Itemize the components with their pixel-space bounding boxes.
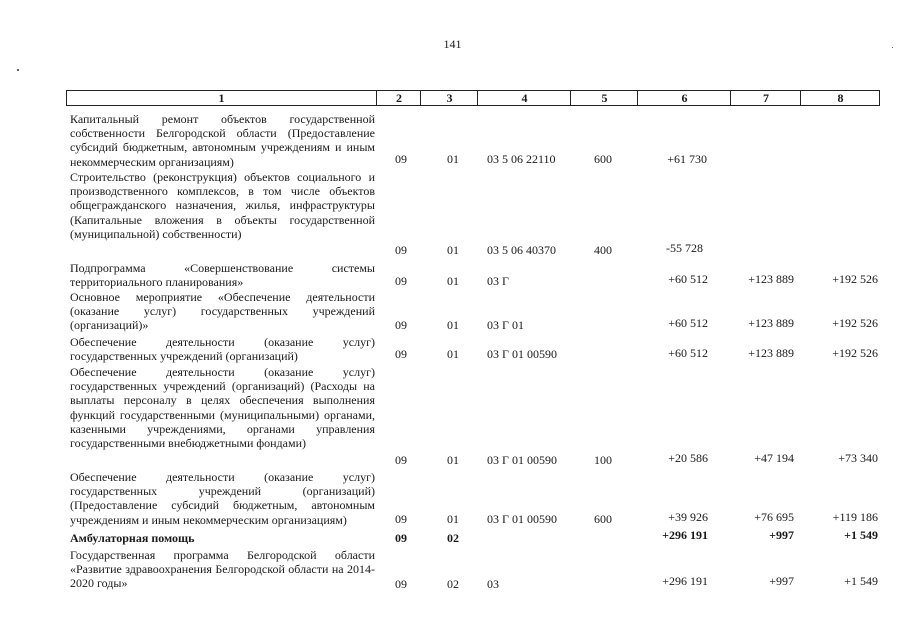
header-col-6: 6 <box>637 91 731 105</box>
cell-amount-col7: +123 889 <box>748 346 794 360</box>
cell-section: 09 <box>395 453 407 467</box>
cell-amount-col7: +76 695 <box>754 510 794 524</box>
cell-amount-col6: -55 728 <box>666 241 703 255</box>
cell-section: 09 <box>395 577 407 591</box>
cell-amount-col7: +997 <box>769 574 794 588</box>
cell-target-article: 03 Г <box>487 274 509 288</box>
cell-expense-type: 100 <box>594 453 612 467</box>
cell-amount-col6: +60 512 <box>668 316 708 330</box>
header-col-4: 4 <box>477 91 571 105</box>
cell-section: 09 <box>395 152 407 166</box>
table-row-description: Обеспечение деятельности (оказание услуг) государственных учреждений (организаций) (Предоставление субсидий бюджетным, автономным учреждениям и иным некоммерческим организациям) <box>70 470 375 527</box>
cell-target-article: 03 Г 01 00590 <box>487 453 557 467</box>
header-col-1: 1 <box>218 91 225 105</box>
cell-subsection: 01 <box>447 152 459 166</box>
cell-amount-col8: +1 549 <box>844 528 878 542</box>
cell-expense-type: 400 <box>594 243 612 257</box>
scan-speck <box>17 69 19 71</box>
cell-amount-col8: +73 340 <box>838 451 878 465</box>
cell-subsection: 01 <box>447 243 459 257</box>
cell-section: 09 <box>395 274 407 288</box>
cell-subsection: 01 <box>447 274 459 288</box>
cell-section: 09 <box>395 318 407 332</box>
header-col-8: 8 <box>800 91 880 105</box>
cell-subsection: 01 <box>447 318 459 332</box>
cell-amount-col7: +123 889 <box>748 316 794 330</box>
header-col-3: 3 <box>420 91 478 105</box>
cell-section: 09 <box>395 243 407 257</box>
table-row-description: Основное мероприятие «Обеспечение деятельности (оказание услуг) государственных учреждений (организаций)» <box>70 290 375 333</box>
cell-subsection: 01 <box>447 512 459 526</box>
cell-section: 09 <box>395 512 407 526</box>
cell-amount-col6: +20 586 <box>668 451 708 465</box>
cell-amount-col7: +47 194 <box>754 451 794 465</box>
table-row-description: Подпрограмма «Совершенствование системы территориального планирования» <box>70 261 375 290</box>
cell-amount-col8: +192 526 <box>832 272 878 286</box>
table-header-row <box>66 90 880 106</box>
header-col-2: 2 <box>376 91 421 105</box>
scan-speck <box>892 47 893 48</box>
cell-subsection: 01 <box>447 453 459 467</box>
cell-expense-type: 600 <box>594 512 612 526</box>
table-row-description: Строительство (реконструкция) объектов социального и производственного комплексов, в том числе объектов общегражданского назначения, жилья, инфраструктуры (Капитальные вложения в объекты государственной (муниципальной) собственности) <box>70 170 375 241</box>
cell-amount-col8: +119 186 <box>832 510 878 524</box>
cell-amount-col8: +192 526 <box>832 346 878 360</box>
cell-subsection: 01 <box>447 347 459 361</box>
cell-amount-col6: +39 926 <box>668 510 708 524</box>
cell-amount-col6: +296 191 <box>662 574 708 588</box>
table-row-description: Амбулаторная помощь <box>70 531 195 545</box>
cell-target-article: 03 Г 01 00590 <box>487 512 557 526</box>
cell-amount-col8: +192 526 <box>832 316 878 330</box>
cell-target-article: 03 Г 01 <box>487 318 524 332</box>
cell-section: 09 <box>395 531 407 545</box>
cell-amount-col8: +1 549 <box>844 574 878 588</box>
cell-amount-col6: +60 512 <box>668 346 708 360</box>
cell-target-article: 03 5 06 40370 <box>487 243 556 257</box>
cell-subsection: 02 <box>447 531 459 545</box>
table-row-description: Обеспечение деятельности (оказание услуг) государственных учреждений (организаций) <box>70 335 375 364</box>
cell-amount-col6: +296 191 <box>662 528 708 542</box>
table-row-description: Государственная программа Белгородской области «Развитие здравоохранения Белгородской области на 2014-2020 годы» <box>70 548 375 591</box>
cell-expense-type: 600 <box>594 152 612 166</box>
cell-target-article: 03 <box>487 577 499 591</box>
cell-amount-col7: +997 <box>769 528 794 542</box>
cell-section: 09 <box>395 347 407 361</box>
header-col-5: 5 <box>570 91 638 105</box>
page-number: 141 <box>443 37 462 51</box>
table-row-description: Обеспечение деятельности (оказание услуг) государственных учреждений (организаций) (Расходы на выплаты персоналу в целях обеспечения выполнения функций государственными (муниципальными) органами, казенными учреждениями, органами управления государственными внебюджетными фондами) <box>70 365 375 451</box>
cell-amount-col6: +61 730 <box>667 152 707 166</box>
cell-target-article: 03 Г 01 00590 <box>487 347 557 361</box>
cell-subsection: 02 <box>447 577 459 591</box>
header-col-7: 7 <box>730 91 801 105</box>
cell-amount-col7: +123 889 <box>748 272 794 286</box>
cell-amount-col6: +60 512 <box>668 272 708 286</box>
cell-target-article: 03 5 06 22110 <box>487 152 556 166</box>
table-row-description: Капитальный ремонт объектов государственной собственности Белгородской области (Предоставление субсидий бюджетным, автономным учреждениям и иным некоммерческим организациям) <box>70 112 375 169</box>
